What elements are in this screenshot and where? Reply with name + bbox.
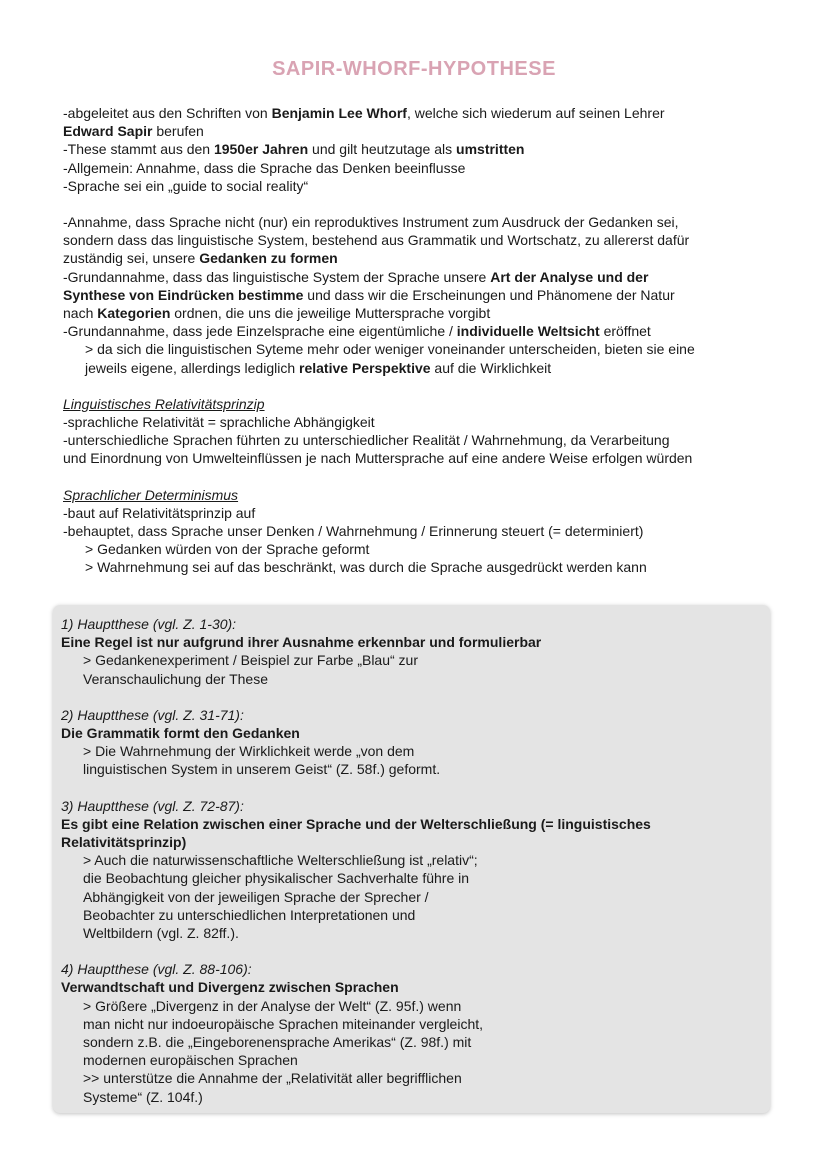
thesis-detail: Systeme“ (Z. 104f.): [83, 1088, 203, 1105]
thesis-claim: Verwandtschaft und Divergenz zwischen Sprachen: [61, 979, 399, 996]
determinism-heading: Sprachlicher Determinismus: [63, 486, 239, 503]
intro-line-3: -These stammt aus den 1950er Jahren und gilt heutzutage als umstritten: [63, 141, 525, 158]
thesis-detail: Abhängigkeit von der jeweiligen Sprache der Sprecher /: [83, 888, 429, 905]
thesis-claim: Es gibt eine Relation zwischen einer Sprache und der Welterschließung (= linguistisches: [61, 815, 651, 832]
relativity-line-2: -unterschiedliche Sprachen führten zu unterschiedlicher Realität / Wahrnehmung, da Verarbeitung: [63, 432, 670, 449]
assumption-line-4: -Grundannahme, dass das linguistische System der Sprache unsere Art der Analyse und der: [63, 268, 649, 285]
thesis-label: 1) Hauptthese (vgl. Z. 1-30):: [61, 616, 237, 632]
thesis-detail: die Beobachtung gleicher physikalischer Sachverhalte führe in: [83, 870, 470, 887]
thesis-detail: man nicht nur indoeuropäische Sprachen miteinander vergleicht,: [83, 1015, 484, 1032]
assumption-line-1: -Annahme, dass Sprache nicht (nur) ein reproduktives Instrument zum Ausdruck der Gedanken sei,: [63, 214, 679, 231]
thesis-detail: linguistischen System in unserem Geist“ (Z. 58f.) geformt.: [83, 761, 441, 778]
thesis-detail: Beobachter zu unterschiedlichen Interpretationen und: [83, 906, 416, 923]
intro-line-2: Edward Sapir berufen: [63, 123, 204, 140]
thesis-claim: Die Grammatik formt den Gedanken: [61, 725, 300, 742]
assumption-line-8: > da sich die linguistischen Syteme mehr oder weniger voneinander unterscheiden, bieten sie eine: [85, 341, 695, 358]
thesis-detail: > Auch die naturwissenschaftliche Welterschließung ist „relativ“;: [83, 852, 478, 869]
relativity-line-3: und Einordnung von Umwelteinflüssen je nach Muttersprache auf eine andere Weise erfolgen würden: [63, 450, 693, 467]
assumption-line-2: sondern dass das linguistische System, bestehend aus Grammatik und Wortschatz, zu allererst dafür: [63, 232, 690, 249]
intro-line-5: -Sprache sei ein „guide to social reality“: [63, 177, 309, 194]
determinism-line-1: -baut auf Relativitätsprinzip auf: [63, 504, 256, 521]
assumption-line-5: Synthese von Eindrücken bestimme und dass wir die Erscheinungen und Phänomene der Natur: [63, 286, 675, 303]
thesis-detail: > Größere „Divergenz in der Analyse der Welt“ (Z. 95f.) wenn: [83, 997, 462, 1014]
thesis-detail: Veranschaulichung der These: [83, 670, 268, 687]
intro-line-1: -abgeleitet aus den Schriften von Benjamin Lee Whorf, welche sich wiederum auf seinen Lehrer: [63, 105, 665, 121]
assumption-line-3: zuständig sei, unsere Gedanken zu formen: [63, 250, 338, 267]
thesis-label: 2) Hauptthese (vgl. Z. 31-71):: [61, 706, 244, 723]
relativity-line-1: -sprachliche Relativität = sprachliche Abhängigkeit: [63, 414, 375, 431]
assumption-line-6: nach Kategorien ordnen, die uns die jeweilige Muttersprache vorgibt: [63, 305, 491, 322]
thesis-label: 4) Hauptthese (vgl. Z. 88-106):: [61, 961, 252, 978]
thesis-detail: > Gedankenexperiment / Beispiel zur Farbe „Blau“ zur: [83, 652, 418, 669]
thesis-detail: Weltbildern (vgl. Z. 82ff.).: [83, 925, 239, 942]
thesis-detail: >> unterstütze die Annahme der „Relativität aller begrifflichen: [83, 1070, 462, 1087]
determinism-line-3: > Gedanken würden von der Sprache geformt: [85, 541, 370, 558]
assumption-line-9: jeweils eigene, allerdings lediglich relative Perspektive auf die Wirklichkeit: [85, 359, 552, 376]
thesis-claim: Eine Regel ist nur aufgrund ihrer Ausnahme erkennbar und formulierbar: [61, 634, 542, 651]
thesis-detail: sondern z.B. die „Eingeborenensprache Amerikas“ (Z. 98f.) mit: [83, 1034, 472, 1051]
thesis-detail: modernen europäischen Sprachen: [83, 1052, 298, 1069]
thesis-label: 3) Hauptthese (vgl. Z. 72-87):: [61, 797, 244, 814]
assumption-line-7: -Grundannahme, dass jede Einzelsprache eine eigentümliche / individuelle Weltsicht eröffnet: [63, 323, 651, 340]
theses-summary-box: [53, 605, 770, 1113]
page-title: SAPIR-WHORF-HYPOTHESE: [272, 58, 556, 80]
thesis-claim: Relativitätsprinzip): [61, 834, 187, 851]
notes-body: [63, 104, 763, 577]
intro-line-4: -Allgemein: Annahme, dass die Sprache das Denken beeinflusse: [63, 159, 466, 176]
determinism-line-2: -behauptet, dass Sprache unser Denken / Wahrnehmung / Erinnerung steuert (= determiniert): [63, 523, 644, 540]
thesis-detail: > Die Wahrnehmung der Wirklichkeit werde „von dem: [83, 743, 415, 760]
determinism-line-4: > Wahrnehmung sei auf das beschränkt, was durch die Sprache ausgedrückt werden kann: [85, 559, 647, 576]
relativity-heading: Linguistisches Relativitätsprinzip: [63, 395, 265, 412]
